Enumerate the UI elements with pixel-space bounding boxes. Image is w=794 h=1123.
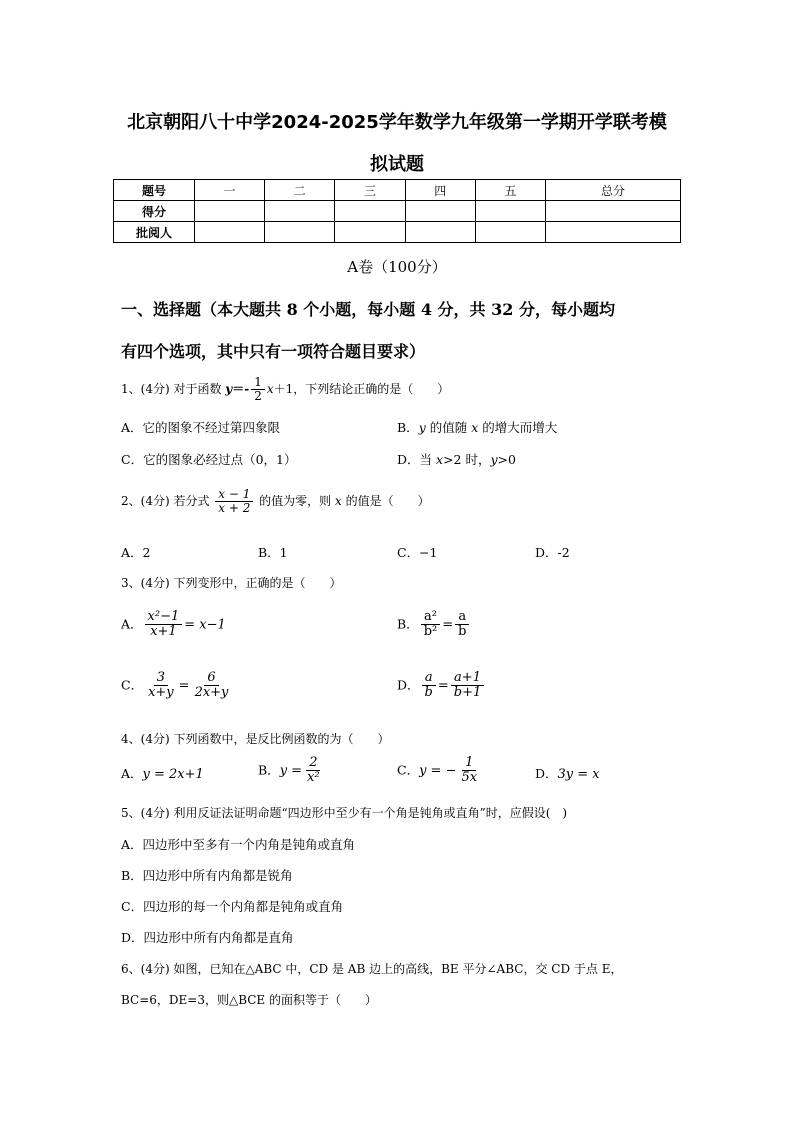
score-table-header: 五 xyxy=(475,180,545,201)
question-2-stem: 2、(4分) 若分式 $\frac{x - 1}{x + 2}$ 的值为零，则 x 的值是（ ） xyxy=(121,487,430,516)
question-2-option-a[interactable]: A．2 xyxy=(121,545,151,560)
score-cell xyxy=(405,222,475,243)
question-3-option-b[interactable]: B． $\frac{\text{a²}}{\text{b²}}$ = $\frac{a}{b}$ xyxy=(397,610,471,640)
question-1-option-b[interactable]: B．y 的值随 x 的增大而增大 xyxy=(397,420,558,435)
score-table-header: 题号 xyxy=(114,180,195,201)
score-cell xyxy=(335,201,405,222)
question-1-option-d[interactable]: D．当 x>2 时，y>0 xyxy=(397,452,516,467)
question-4-option-c[interactable]: C．y = − $\frac{1}{5x}$ xyxy=(397,756,482,786)
page-title: 北京朝阳八十中学2024-2025学年数学九年级第一学期开学联考模 xyxy=(127,112,667,133)
score-row-label: 批阅人 xyxy=(114,222,195,243)
fraction: $\frac{a}{b}$ xyxy=(422,671,436,701)
score-cell xyxy=(265,222,335,243)
question-2-option-b[interactable]: B．1 xyxy=(258,545,288,560)
fraction: $\frac{\text{x²−1}}{x+1}$ xyxy=(145,610,183,640)
fraction: $\frac{x - 1}{x + 2}$ xyxy=(215,488,253,515)
part1-heading-continued: 有四个选项，其中只有一项符合题目要求） xyxy=(121,342,426,361)
score-table-row xyxy=(114,201,681,222)
question-2-option-d[interactable]: D．-2 xyxy=(535,545,570,560)
score-table xyxy=(113,179,681,243)
fraction: $\frac{a}{b}$ xyxy=(455,610,469,640)
question-6-stem-continued: BC=6，DE=3，则△BCE 的面积等于（ ） xyxy=(121,993,378,1007)
fraction: $\frac{1}{2}$ xyxy=(251,376,265,403)
score-cell xyxy=(546,222,681,243)
question-5-option-a[interactable]: A．四边形中至多有一个内角是钝角或直角 xyxy=(121,837,356,852)
fraction: $\frac{2}{\text{x²}}$ xyxy=(307,755,320,786)
score-cell xyxy=(405,201,475,222)
fraction: $\frac{6}{2x+y}$ xyxy=(194,670,229,701)
score-cell xyxy=(265,201,335,222)
question-2-option-c[interactable]: C．−1 xyxy=(397,545,438,560)
score-row-label: 得分 xyxy=(114,201,195,222)
question-5-stem: 5、(4分) 利用反证法证明命题“四边形中至少有一个角是钝角或直角”时，应假设( ) xyxy=(121,806,568,820)
fraction: $\frac{a+1}{b+1}$ xyxy=(451,671,485,701)
fraction: $\frac{1}{5x}$ xyxy=(461,755,478,786)
score-table-header: 一 xyxy=(195,180,265,201)
score-table-row xyxy=(114,222,681,243)
question-1-stem: 1、(4分) 对于函数 y＝- $\frac{1}{2}$ x＋1，下列结论正确的是（ ） xyxy=(121,375,450,404)
question-5-option-b[interactable]: B．四边形中所有内角都是锐角 xyxy=(121,868,293,883)
page-title-continued: 拟试题 xyxy=(370,154,424,175)
question-6-stem: 6、(4分) 如图，已知在△ABC 中，CD 是 AB 边上的高线，BE 平分∠ABC，交 CD 于点 E， xyxy=(121,962,623,976)
question-3-option-c[interactable]: C． $\frac{3}{x+y}$ = $\frac{6}{2x+y}$ xyxy=(121,671,233,701)
fraction: $\frac{3}{x+y}$ xyxy=(148,670,174,701)
score-table-header: 三 xyxy=(335,180,405,201)
question-1-option-a[interactable]: A．它的图象不经过第四象限 xyxy=(121,420,281,435)
score-cell xyxy=(546,201,681,222)
question-5-option-d[interactable]: D．四边形中所有内角都是直角 xyxy=(121,930,294,945)
question-4-option-b[interactable]: B．y = $\frac{2}{\text{x²}}$ xyxy=(258,756,325,786)
question-3-option-a[interactable]: A． $\frac{\text{x²−1}}{x+1}$ = x−1 xyxy=(121,609,226,640)
score-cell xyxy=(195,222,265,243)
question-4-stem: 4、(4分) 下列函数中，是反比例函数的为（ ） xyxy=(121,732,390,746)
score-cell xyxy=(335,222,405,243)
section-a-heading: A卷（100分） xyxy=(347,258,447,276)
score-table-header-row xyxy=(114,180,681,201)
question-4-option-d[interactable]: D．3y = x xyxy=(535,766,600,782)
score-table-header: 总分 xyxy=(546,180,681,201)
question-3-option-d[interactable]: D． $\frac{a}{b}$ = $\frac{a+1}{b+1}$ xyxy=(397,671,486,701)
fraction: $\frac{\text{a²}}{\text{b²}}$ xyxy=(421,610,441,640)
score-table-header: 二 xyxy=(265,180,335,201)
part1-heading: 一、选择题（本大题共 8 个小题，每小题 4 分，共 32 分，每小题均 xyxy=(121,300,615,319)
question-3-stem: 3、(4分) 下列变形中，正确的是（ ） xyxy=(121,576,342,590)
question-5-option-c[interactable]: C．四边形的每一个内角都是钝角或直角 xyxy=(121,899,344,914)
score-table-header: 四 xyxy=(405,180,475,201)
question-1-option-c[interactable]: C．它的图象必经过点（0，1） xyxy=(121,452,297,467)
question-4-option-a[interactable]: A．y = 2x+1 xyxy=(121,766,204,782)
score-cell xyxy=(195,201,265,222)
score-cell xyxy=(475,201,545,222)
score-cell xyxy=(475,222,545,243)
